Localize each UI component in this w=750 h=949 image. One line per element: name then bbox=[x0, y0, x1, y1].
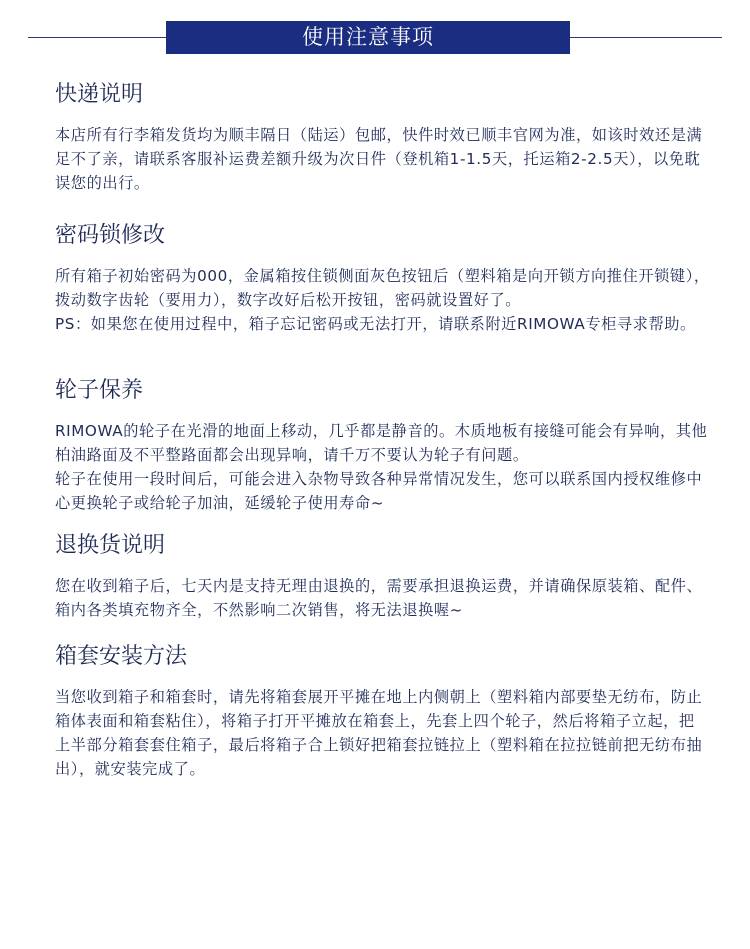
section-body bbox=[55, 574, 710, 622]
section-lock-code bbox=[55, 222, 710, 336]
section-paragraph: 本店所有行李箱发货均为顺丰隔日（陆运）包邮，快件时效已顺丰官网为准，如该时效还是满足不了亲，请联系客服补运费差额升级为次日件（登机箱1-1.5天，托运箱2-2.5天），以免耽误您的出行。 bbox=[55, 126, 703, 192]
section-wheel-care bbox=[55, 377, 710, 515]
section-shipping bbox=[55, 81, 710, 195]
section-paragraph: 轮子在使用一段时间后，可能会进入杂物导致各种异常情况发生，您可以联系国内授权维修中心更换轮子或给轮子加油，延缓轮子使用寿命~ bbox=[55, 470, 703, 512]
section-paragraph: 所有箱子初始密码为000，金属箱按住锁侧面灰色按钮后（塑料箱是向开锁方向推住开锁键），拨动数字齿轮（要用力），数字改好后松开按钮，密码就设置好了。 bbox=[55, 267, 710, 309]
section-body bbox=[55, 123, 710, 195]
section-title: 轮子保养 bbox=[55, 378, 144, 403]
section-paragraph: RIMOWA的轮子在光滑的地面上移动，几乎都是静音的。木质地板有接缝可能会有异响，其他柏油路面及不平整路面都会出现异响，请千万不要认为轮子有问题。 bbox=[55, 422, 708, 464]
section-paragraph: 当您收到箱子和箱套时，请先将箱套展开平摊在地上内侧朝上（塑料箱内部要垫无纺布，防止箱体表面和箱套粘住），将箱子打开平摊放在箱套上，先套上四个轮子，然后将箱子立起，把上半部分箱套套住箱子，最后将箱子合上锁好把箱套拉链拉上（塑料箱在拉拉链前把无纺布抽出），就安装完成了。 bbox=[55, 688, 703, 778]
section-paragraph: 您在收到箱子后，七天内是支持无理由退换的，需要承担退换运费，并请确保原装箱、配件、箱内各类填充物齐全，不然影响二次销售，将无法退换喔~ bbox=[55, 577, 703, 619]
section-paragraph: PS：如果您在使用过程中，箱子忘记密码或无法打开，请联系附近RIMOWA专柜寻求帮助。 bbox=[55, 315, 696, 333]
header-divider-left bbox=[28, 37, 166, 38]
section-cover-installation bbox=[55, 643, 710, 781]
section-body bbox=[55, 264, 710, 336]
section-title: 退换货说明 bbox=[55, 533, 166, 558]
section-title: 箱套安装方法 bbox=[55, 644, 188, 669]
page-title: 使用注意事项 bbox=[166, 21, 570, 54]
section-title: 快递说明 bbox=[55, 82, 144, 107]
section-body bbox=[55, 419, 710, 515]
section-returns bbox=[55, 532, 710, 622]
section-title: 密码锁修改 bbox=[55, 223, 166, 248]
section-body bbox=[55, 685, 710, 781]
header-divider-right bbox=[570, 37, 722, 38]
